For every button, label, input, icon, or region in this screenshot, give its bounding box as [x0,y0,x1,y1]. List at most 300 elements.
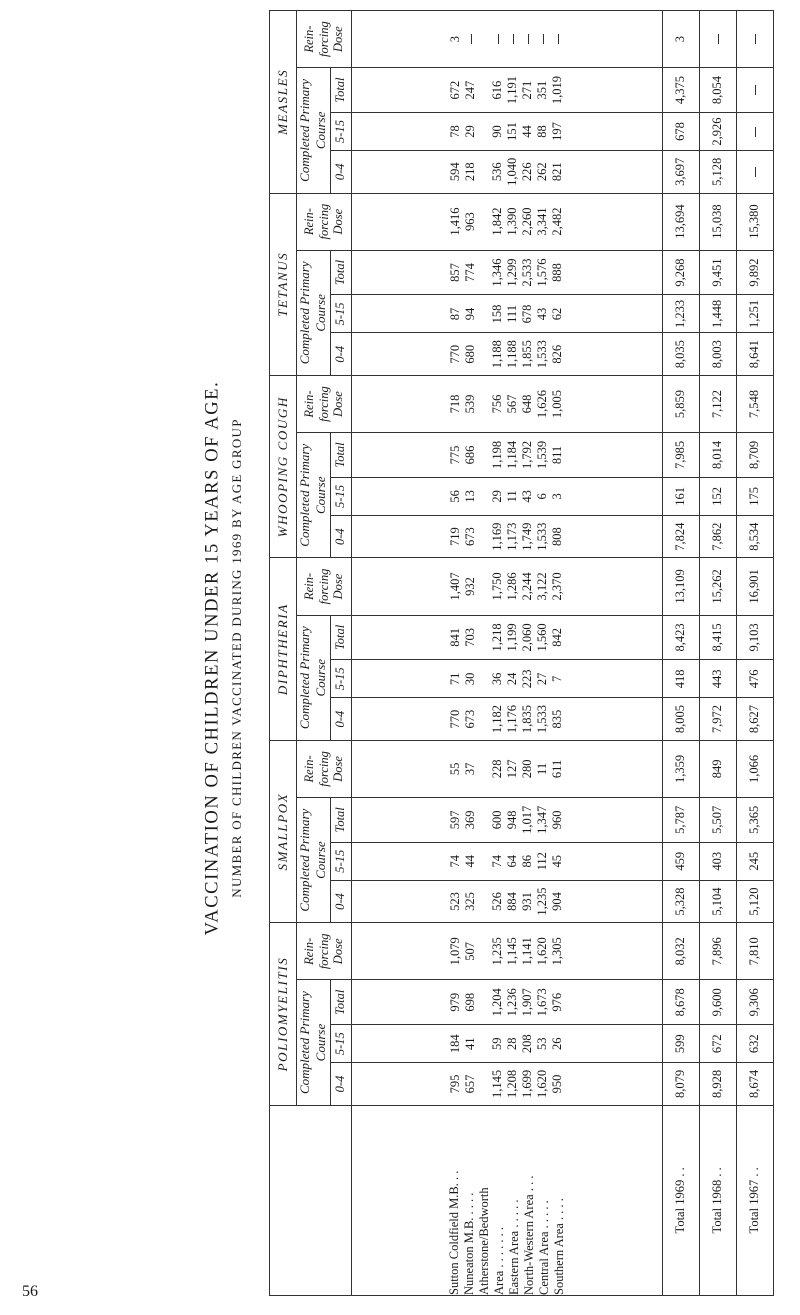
area-label: Nuneaton M.B. . . . . [461,1192,476,1295]
cell-value [478,251,490,295]
cell-value: 1,182 [490,705,505,734]
dash-mark [471,34,472,44]
cell-value: 597 [448,810,463,830]
cell-value: 1,855 [520,340,535,369]
cell-value: 842 [550,628,565,647]
cell-value: 1,188 [505,340,520,369]
area-label: Area . . . . . . . [491,1226,506,1295]
cell-value: 1,407 [448,572,463,601]
cell-value: 7 [550,675,565,682]
total-value: 1,066 [737,740,774,797]
cell-value: 1,539 [535,440,550,470]
total-value: 8,054 [700,68,737,113]
total-value: 9,306 [737,980,774,1025]
total-value: 8,079 [663,1063,700,1106]
total-heading: Total [330,433,351,478]
cell-value: 1,173 [505,522,520,551]
area-label: Eastern Area . . . . . [506,1199,521,1295]
cell-value: 1,390 [505,207,520,236]
cell-value: 56 [448,490,463,503]
area-values-measles-age-0-4 [351,151,663,194]
cell-value: 1,199 [505,623,520,652]
cell-value: 1,017 [520,805,535,834]
cell-value: 1,749 [520,522,535,551]
total-value: 16,901 [737,558,774,615]
cell-value: 698 [463,992,478,1012]
cell-value: 673 [463,527,478,547]
cell-value: 888 [550,263,565,282]
sub-title: NUMBER OF CHILDREN VACCINATED DURING 1969 BY AGE GROUP [229,418,244,898]
cell-value [478,660,490,697]
cell-value: 539 [463,394,478,414]
area-values-smallpox-age-0-4 [351,880,663,923]
cell-value: 1,145 [490,1069,505,1099]
cell-value: 1,533 [535,522,550,551]
cell-value: 3,122 [535,572,550,601]
cell-value: 1,204 [490,988,505,1017]
total-value: 5,120 [737,880,774,923]
total-value: 5,128 [700,151,737,194]
completed-course-heading: Completed Primary Course [297,68,331,193]
cell-value: 1,176 [505,705,520,734]
dash-mark [528,34,529,44]
disease-heading-whooping-cough: WHOOPING COUGH [270,376,297,558]
cell-value: 1,560 [535,623,550,652]
cell-value: 27 [535,672,550,686]
total-value: 418 [663,660,700,698]
dash-mark [755,127,756,137]
completed-course-heading: Completed Primary Course [297,980,331,1105]
total-value: 8,415 [700,615,737,660]
cell-value: 43 [520,490,535,503]
cell-value: 950 [550,1074,565,1094]
vaccination-table [269,10,774,1296]
total-value: 7,985 [663,433,700,478]
area-values-poliomyelitis-age-0-4 [351,1063,663,1106]
total-value: 632 [737,1025,774,1063]
cell-value [478,376,490,432]
cell-value: 78 [448,125,463,138]
dash-mark [718,34,719,44]
area-values-tetanus-age-0-4 [351,333,663,376]
cell-value: 507 [463,941,478,961]
cell-value: 756 [490,394,505,414]
cell-value [478,923,490,979]
area-values-diphtheria-age-0-4 [351,698,663,741]
totals-row [737,11,774,1296]
reinforcing-dose-heading: Rein-forcing Dose [297,923,352,980]
cell-value: 2,244 [520,572,535,601]
cell-value: 88 [535,125,550,138]
cell-value [478,433,490,477]
age-5-15-heading: 5-15 [330,1025,351,1063]
total-heading: Total [330,68,351,113]
cell-value [478,798,490,842]
age-0-4-heading: 0-4 [330,333,351,376]
total-value [737,11,774,68]
total-value: 1,251 [737,295,774,333]
cell-value: 226 [520,162,535,182]
cell-value: 2,533 [520,258,535,287]
age-5-15-heading: 5-15 [330,295,351,333]
cell-value: 94 [463,307,478,321]
cell-value: 1,169 [490,522,505,551]
cell-value: 1,198 [490,440,505,470]
total-value: 8,627 [737,698,774,741]
cell-value: 112 [535,852,550,871]
total-value: 15,262 [700,558,737,615]
cell-value: 686 [463,445,478,465]
cell-value: 11 [505,490,520,503]
total-heading: Total [330,250,351,295]
cell-value: 247 [463,80,478,100]
disease-heading-smallpox: SMALLPOX [270,740,297,922]
total-value: 5,787 [663,797,700,842]
total-label: Total 1969 . . [663,1105,700,1295]
area-values-whooping-cough-total [351,433,663,478]
cell-value [478,1025,490,1062]
cell-value: 59 [490,1037,505,1050]
cell-value [520,11,535,67]
cell-value: 71 [448,672,463,686]
total-value: 8,678 [663,980,700,1025]
age-5-15-heading: 5-15 [330,842,351,880]
cell-value: 703 [463,628,478,647]
page-number: 56 [22,1283,38,1300]
cell-value: 1,347 [535,805,550,834]
cell-value: 271 [520,80,535,100]
cell-value: 90 [490,125,505,138]
total-value: 8,709 [737,433,774,478]
age-0-4-heading: 0-4 [330,698,351,741]
cell-value: 3 [448,35,463,43]
cell-value: 11 [535,762,550,775]
age-0-4-heading: 0-4 [330,880,351,923]
cell-value: 948 [505,810,520,830]
cell-value [478,616,490,660]
cell-value: 821 [550,162,565,182]
dash-mark [513,34,514,44]
total-value: 599 [663,1025,700,1063]
area-values-smallpox-reinforcing [351,740,663,797]
cell-value: 53 [535,1037,550,1050]
cell-value: 26 [550,1037,565,1050]
cell-value: 1,188 [490,340,505,369]
total-value: 9,451 [700,250,737,295]
cell-value: 184 [448,1034,463,1054]
total-value: 476 [737,660,774,698]
cell-value: 43 [535,307,550,321]
reinforcing-dose-heading: Rein-forcing Dose [297,11,352,68]
cell-value: 979 [448,992,463,1012]
total-value: 7,824 [663,515,700,558]
total-value: 175 [737,477,774,515]
cell-value [490,11,505,67]
reinforcing-dose-heading: Rein-forcing Dose [297,740,352,797]
cell-value: 963 [463,212,478,231]
area-names-cell [351,1105,663,1295]
total-value: 1,448 [700,295,737,333]
total-value: 5,859 [663,376,700,433]
cell-value: 2,482 [550,207,565,236]
total-value: 13,109 [663,558,700,615]
total-value: 849 [700,740,737,797]
cell-value: 44 [463,855,478,868]
dash-mark [498,34,499,44]
completed-course-heading: Completed Primary Course [297,433,331,558]
total-value: 5,328 [663,880,700,923]
disease-heading-measles: MEASLES [270,11,297,194]
cell-value [478,698,490,740]
total-value: 13,694 [663,193,700,250]
cell-value: 1,842 [490,207,505,236]
total-value: 459 [663,842,700,880]
cell-value: 1,750 [490,572,505,601]
age-0-4-heading: 0-4 [330,151,351,194]
completed-course-heading: Completed Primary Course [297,797,331,922]
disease-heading-poliomyelitis: POLIOMYELITIS [270,923,297,1105]
cell-value: 657 [463,1074,478,1094]
dash-mark [543,34,544,44]
total-value: 8,928 [700,1063,737,1106]
cell-value: 1,907 [520,988,535,1017]
cell-value: 74 [448,855,463,868]
dash-mark [755,34,756,44]
cell-value: 2,260 [520,207,535,236]
cell-value: 87 [448,307,463,321]
dash-mark [755,167,756,177]
cell-value: 960 [550,810,565,830]
total-label: Total 1967 . . [737,1105,774,1295]
cell-value: 127 [505,759,520,779]
cell-value: 1,005 [550,389,565,419]
area-values-poliomyelitis-reinforcing [351,923,663,980]
cell-value: 718 [448,394,463,414]
cell-value: 1,208 [505,1069,520,1099]
cell-value: 770 [448,709,463,729]
cell-value [478,980,490,1024]
cell-value: 86 [520,855,535,868]
total-value: 403 [700,842,737,880]
totals-row [663,11,700,1296]
reinforcing-dose-heading: Rein-forcing Dose [297,376,352,433]
total-value: 7,810 [737,923,774,980]
cell-value: 351 [535,80,550,100]
total-value: 1,233 [663,295,700,333]
cell-value: 2,370 [550,572,565,601]
cell-value: 151 [505,122,520,141]
total-value: 4,375 [663,68,700,113]
cell-value: 932 [463,577,478,596]
total-value [737,112,774,150]
cell-value: 931 [520,892,535,911]
cell-value: 1,305 [550,937,565,966]
cell-value [478,478,490,515]
total-value [737,151,774,194]
total-heading: Total [330,980,351,1025]
disease-heading-tetanus: TETANUS [270,193,297,375]
cell-value [478,333,490,375]
main-title: VACCINATION OF CHILDREN UNDER 15 YEARS OF AGE. [202,380,223,936]
cell-value: 835 [550,709,565,729]
cell-value: 1,079 [448,937,463,966]
cell-value [478,194,490,250]
cell-value [478,881,490,923]
cell-value: 594 [448,162,463,182]
area-values-poliomyelitis-age-5-15 [351,1025,663,1063]
cell-value: 1,835 [520,705,535,734]
area-values-tetanus-age-5-15 [351,295,663,333]
cell-value [478,295,490,332]
total-value: 8,032 [663,923,700,980]
total-value: 678 [663,112,700,150]
cell-value: 280 [520,759,535,779]
cell-value [478,741,490,797]
totals-row [700,11,737,1296]
cell-value: 44 [520,125,535,138]
disease-heading-diphtheria: DIPHTHERIA [270,558,297,740]
cell-value: 1,218 [490,623,505,652]
area-values-measles-age-5-15 [351,112,663,150]
area-label: Atherstone/Bedworth [476,1187,491,1295]
total-value: 5,104 [700,880,737,923]
reinforcing-dose-heading: Rein-forcing Dose [297,558,352,615]
total-value: 8,003 [700,333,737,376]
cell-value: 1,533 [535,705,550,734]
cell-value: 41 [463,1037,478,1050]
cell-value [478,113,490,150]
area-values-tetanus-reinforcing [351,193,663,250]
cell-value: 523 [448,892,463,911]
total-value: 7,122 [700,376,737,433]
cell-value: 826 [550,344,565,364]
area-header-cell [270,1105,352,1295]
cell-value: 616 [490,80,505,100]
area-values-smallpox-total [351,797,663,842]
total-value [737,68,774,113]
area-values-tetanus-total [351,250,663,295]
cell-value: 369 [463,810,478,830]
area-values-diphtheria-reinforcing [351,558,663,615]
cell-value: 775 [448,445,463,465]
cell-value: 774 [463,263,478,282]
area-values-smallpox-age-5-15 [351,842,663,880]
age-5-15-heading: 5-15 [330,112,351,150]
total-value: 5,507 [700,797,737,842]
cell-value: 678 [520,304,535,324]
age-0-4-heading: 0-4 [330,515,351,558]
total-value: 8,005 [663,698,700,741]
total-value: 8,641 [737,333,774,376]
cell-value [478,151,490,193]
cell-value: 1,236 [505,988,520,1017]
cell-value: 1,673 [535,988,550,1017]
total-value: 5,365 [737,797,774,842]
total-value: 161 [663,477,700,515]
cell-value: 24 [505,672,520,686]
total-value: 152 [700,477,737,515]
cell-value: 62 [550,307,565,321]
area-values-diphtheria-total [351,615,663,660]
cell-value: 55 [448,762,463,776]
cell-value: 680 [463,344,478,364]
cell-value [478,1063,490,1105]
age-5-15-heading: 5-15 [330,477,351,515]
cell-value: 857 [448,263,463,282]
area-values-diphtheria-age-5-15 [351,660,663,698]
cell-value [478,516,490,558]
cell-value: 1,235 [535,887,550,916]
area-values-measles-reinforcing [351,11,663,68]
cell-value: 976 [550,992,565,1012]
total-value: 443 [700,660,737,698]
cell-value: 36 [490,672,505,686]
total-value: 245 [737,842,774,880]
total-value: 8,014 [700,433,737,478]
cell-value: 37 [463,762,478,776]
total-value: 8,423 [663,615,700,660]
cell-value: 3,341 [535,207,550,236]
cell-value: 64 [505,855,520,868]
completed-course-heading: Completed Primary Course [297,615,331,740]
reinforcing-dose-heading: Rein-forcing Dose [297,193,352,250]
total-value: 7,548 [737,376,774,433]
total-value: 15,380 [737,193,774,250]
completed-course-heading: Completed Primary Course [297,250,331,375]
cell-value: 526 [490,892,505,911]
cell-value [505,11,520,67]
cell-value: 197 [550,122,565,141]
cell-value: 1,626 [535,389,550,419]
cell-value: 1,191 [505,76,520,105]
total-value: 2,926 [700,112,737,150]
total-value: 9,268 [663,250,700,295]
cell-value: 795 [448,1074,463,1094]
cell-value: 1,792 [520,440,535,470]
cell-value: 218 [463,162,478,182]
cell-value [478,11,490,67]
cell-value: 1,019 [550,76,565,105]
dash-mark [558,34,559,44]
cell-value: 1,620 [535,937,550,966]
cell-value [463,11,478,67]
area-label: Central Area . . . . . [536,1200,551,1295]
area-values-whooping-cough-reinforcing [351,376,663,433]
age-5-15-heading: 5-15 [330,660,351,698]
area-values-whooping-cough-age-0-4 [351,515,663,558]
cell-value: 1,299 [505,258,520,287]
cell-value: 1,416 [448,207,463,236]
age-0-4-heading: 0-4 [330,1063,351,1106]
total-value: 3 [663,11,700,68]
cell-value: 884 [505,892,520,911]
cell-value: 648 [520,394,535,414]
total-value: 7,972 [700,698,737,741]
cell-value: 3 [550,493,565,500]
cell-value: 673 [463,709,478,729]
total-value: 9,103 [737,615,774,660]
cell-value: 1,346 [490,258,505,287]
total-label: Total 1968 . . [700,1105,737,1295]
cell-value: 1,286 [505,572,520,601]
total-value: 7,896 [700,923,737,980]
cell-value: 29 [463,125,478,138]
cell-value [550,11,565,67]
cell-value: 1,145 [505,937,520,966]
total-value: 8,674 [737,1063,774,1106]
cell-value: 30 [463,672,478,686]
cell-value: 1,533 [535,340,550,369]
